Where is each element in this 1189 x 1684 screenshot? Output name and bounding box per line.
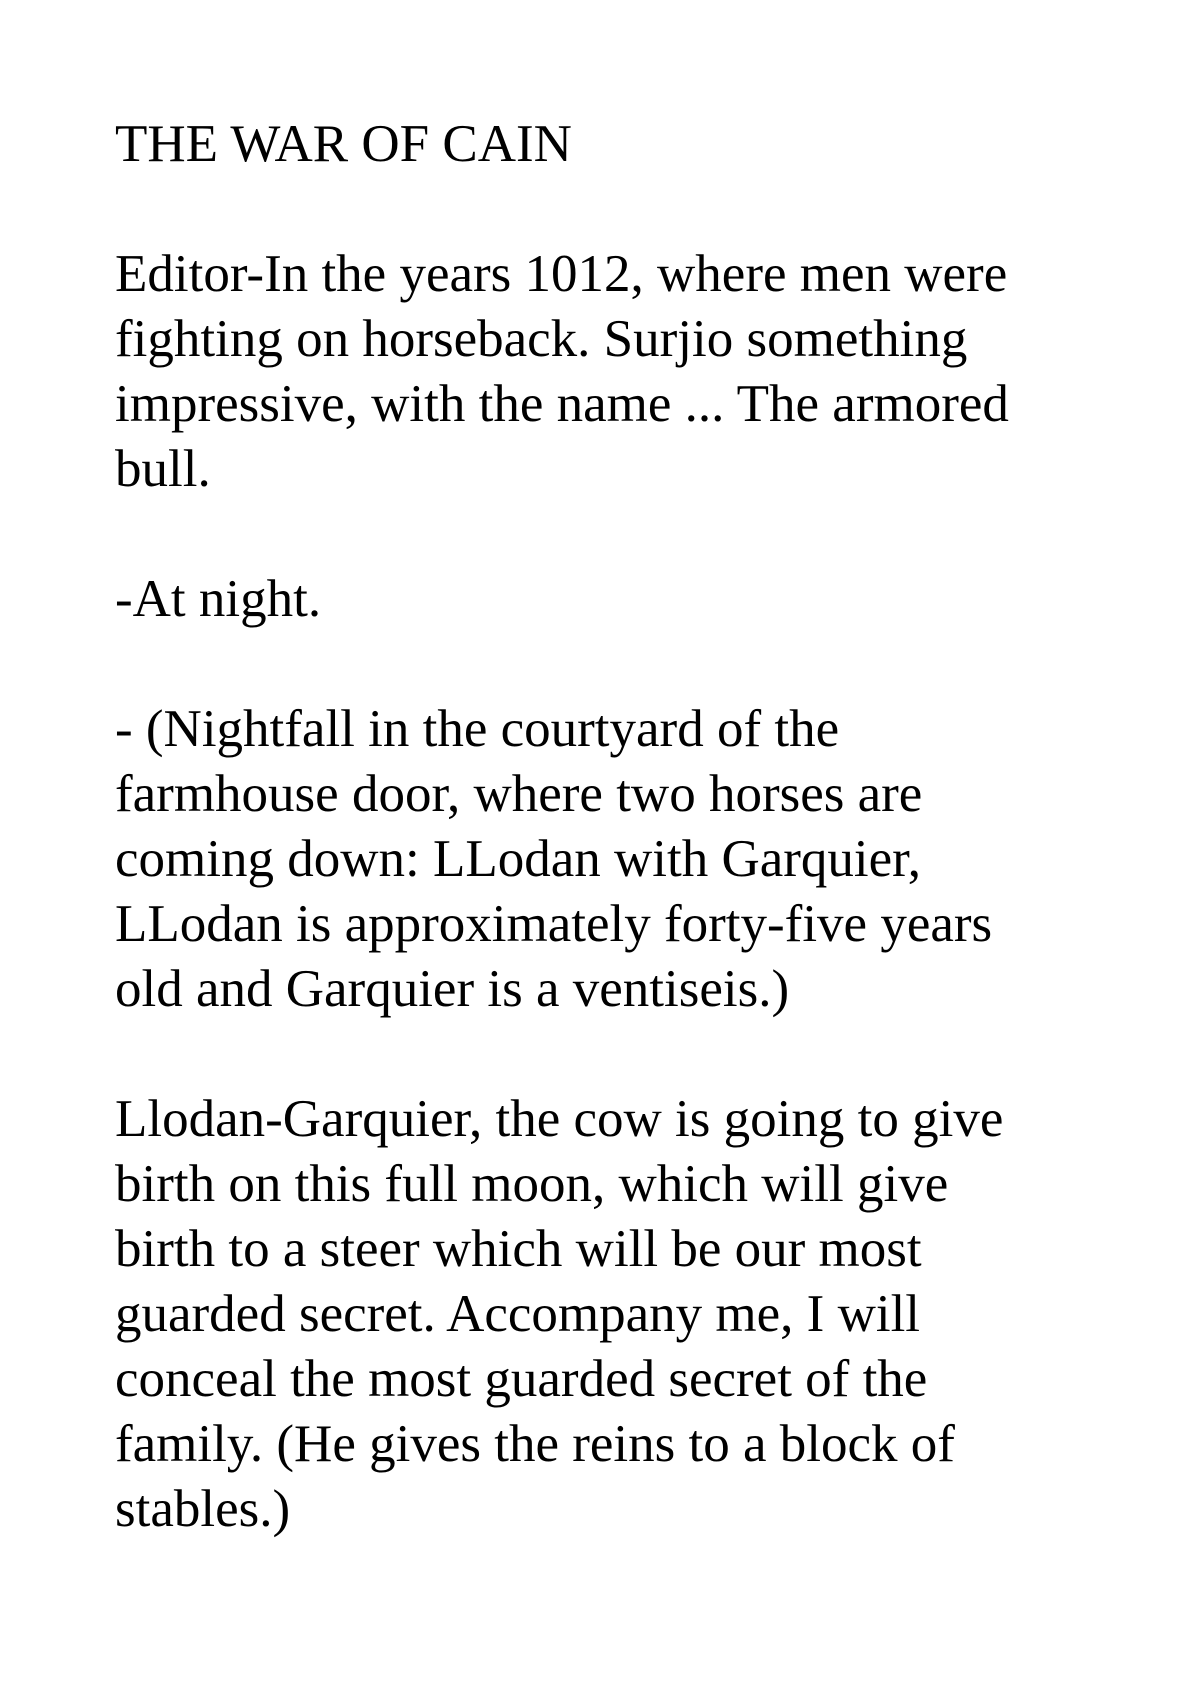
paragraph-editor-intro: Editor-In the years 1012, where men were fighting on horseback. Surjio something impressive, with the name ... The armored bull. <box>115 245 1009 498</box>
document-title: THE WAR OF CAIN <box>115 115 572 173</box>
paragraph-llodan-speech: Llodan-Garquier, the cow is going to give birth on this full moon, which will give birth to a steer which will be our most guarded secret. Accompany me, I will conceal the most guarded secret of the family. (He gives the reins to a block of stables.) <box>115 1090 1004 1538</box>
paragraph-at-night: -At night. <box>115 570 322 628</box>
paragraph-nightfall: - (Nightfall in the courtyard of the farmhouse door, where two horses are coming down: LLodan with Garquier, LLodan is approximately forty-five years old and Garquier is a ventiseis.) <box>115 700 993 1018</box>
document-body <box>115 112 1115 1607</box>
